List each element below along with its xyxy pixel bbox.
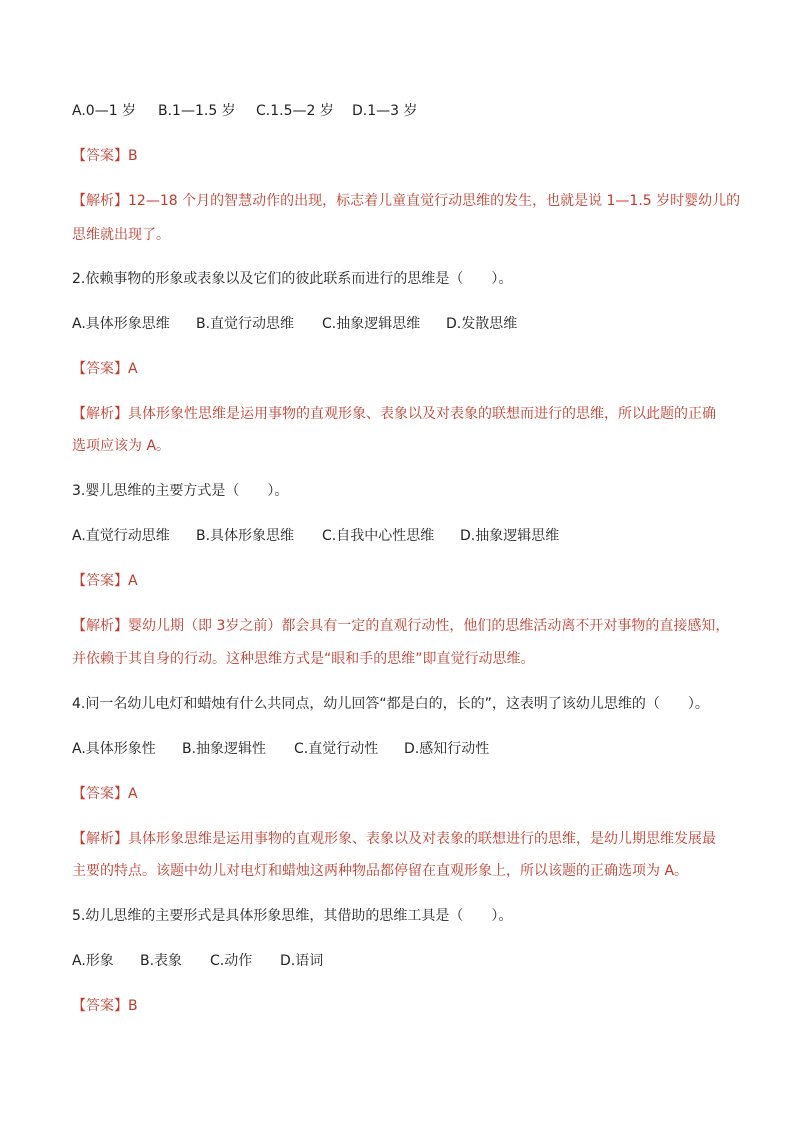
answer-q2 [72,360,138,378]
option-b: B.抽象逻辑性 [182,741,267,757]
option-b: B.1—1.5 岁 [158,103,236,119]
answer-label: 【答案】 [72,361,128,377]
analysis-label: 【解析】 [72,193,128,209]
option-d: D.1—3 岁 [352,103,418,119]
option-a: A.具体形象思维 [72,316,170,332]
option-a: A.直觉行动思维 [72,528,170,544]
analysis-text: 12—18 个月的智慧动作的出现，标志着儿童直觉行动思维的发生，也就是说 1—1.5 岁时婴幼儿的 [128,193,741,209]
option-c: C.自我中心性思维 [322,528,435,544]
option-d: D.发散思维 [446,316,518,332]
option-a: A.具体形象性 [72,741,156,757]
option-c: C.1.5—2 岁 [256,103,334,119]
analysis-text: 具体形象性思维是运用事物的直观形象、表象以及对表象的联想而进行的思维，所以此题的正确 [128,406,716,422]
option-b: B.直觉行动思维 [196,316,295,332]
option-c: C.抽象逻辑思维 [322,316,421,332]
option-c: C.动作 [210,953,253,969]
question-2: 2.依赖事物的形象或表象以及它们的彼此联系而进行的思维是（ ）。 [72,271,513,287]
option-c: C.直觉行动性 [294,741,379,757]
answer-q5 [72,997,138,1015]
question-4: 4.问一名幼儿电灯和蜡烛有什么共同点，幼儿回答“都是白的，长的”，这表明了该幼儿思维的（ ）。 [72,696,709,712]
analysis-q2-line2: 选项应该为 A。 [72,438,171,454]
analysis-text: 具体形象思维是运用事物的直观形象、表象以及对表象的联想进行的思维，是幼儿期思维发展最 [128,831,716,847]
answer-value: B [128,998,138,1014]
answer-value: B [128,148,138,164]
question-5: 5.幼儿思维的主要形式是具体形象思维，其借助的思维工具是（ ）。 [72,908,513,924]
option-a: A.形象 [72,953,114,969]
options-q2 [72,315,517,333]
analysis-label: 【解析】 [72,618,128,634]
answer-q3 [72,572,138,590]
option-a: A.0—1 岁 [72,103,137,119]
analysis-text: 婴幼儿期（即 3岁之前）都会具有一定的直观行动性，他们的思维活动离不开对事物的直接感知， [128,618,730,634]
options-q5 [72,952,323,970]
analysis-q2-line1 [72,405,716,423]
analysis-q1-line1 [72,192,740,210]
options-q1 [72,102,418,120]
analysis-q4-line2: 主要的特点。该题中幼儿对电灯和蜡烛这两种物品都停留在直观形象上，所以该题的正确选项为 A。 [72,863,689,879]
answer-label: 【答案】 [72,998,128,1014]
analysis-label: 【解析】 [72,831,128,847]
answer-value: A [128,573,138,589]
analysis-q3-line1 [72,617,729,635]
answer-q1 [72,147,138,165]
answer-label: 【答案】 [72,148,128,164]
answer-value: A [128,361,138,377]
answer-label: 【答案】 [72,786,128,802]
option-b: B.表象 [140,953,183,969]
analysis-q4-line1 [72,830,716,848]
option-d: D.语词 [280,953,324,969]
answer-label: 【答案】 [72,573,128,589]
option-d: D.感知行动性 [404,741,490,757]
options-q4 [72,740,489,758]
options-q3 [72,527,559,545]
analysis-q3-line2: 并依赖于其自身的行动。这种思维方式是“眼和手的思维”即直觉行动思维。 [72,651,535,667]
question-3: 3.婴儿思维的主要方式是（ ）。 [72,483,289,499]
option-b: B.具体形象思维 [196,528,295,544]
analysis-label: 【解析】 [72,406,128,422]
option-d: D.抽象逻辑思维 [460,528,560,544]
analysis-q1-line2: 思维就出现了。 [72,227,170,243]
answer-q4 [72,785,138,803]
answer-value: A [128,786,138,802]
